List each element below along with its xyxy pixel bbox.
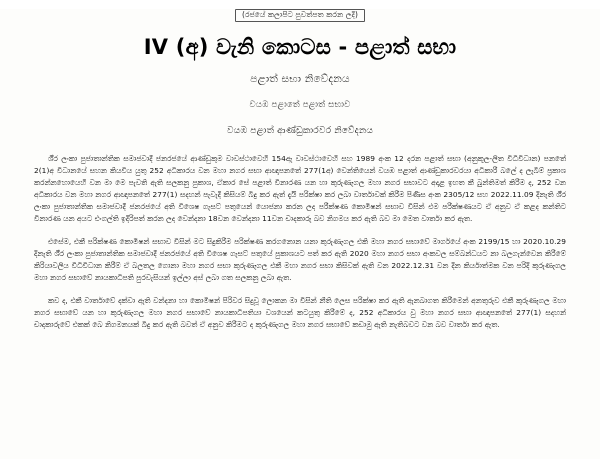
page-title: IV (අ) වැනි කොටස - පළාත් සභා <box>143 35 457 60</box>
document-page <box>0 9 600 459</box>
subtitle-primary: පළාත් සභා නිවේදනය <box>250 73 350 86</box>
body-paragraph-2: එසේම, එකී පරික්ෂණ කොමිෂන් සභාව විසින් මට සිදුකිරීම පරික්ෂණ කරගනොන යනා කුරුණෑගල එකි මහා නගර සභාවේ මාර්ගයේ අංක 2199/15 හා 2020.10.29 දිනැති ශී‍්‍ර ලංකා පුජාතාන්තික සමාජවාදී ජනරජයේ අති විශෙෂ ගැසට් පතුයේ පුකාශයට පත් කර ඇති 2020 මහා නගර සභා අංකවල සම්බන්ධයට නා බලගැන්වෙන කිරීමේ කිරියාවලිය විධිවිධාන කිරීම් ඒ බලතල ගොනා මහා නගර සභා කුරුණෑගල එකී මහා නගර සභා කිසිවක් ඇති වන 2022.12.31 වන දින කිර්යාත්මක වන පරිදි කුරුණෑගල මහා නගර සභාවේ නායකාධිපති පුරවැසියන් ඉල්ලා අස් ලබා ගත සලකනු ලබා ඇත. <box>34 237 566 283</box>
subtitle-council: වයඹ පළාතේ පළාත් සභාව <box>249 100 351 111</box>
body-paragraph-1: ශී‍්‍ර ලංකා පුජාතාන්තික සමාජවාදී ජනරජයේ ආණ්ඩුකුම වාවස්ථාවෙහි 154ඇ වාවස්ථාවෙහි සහ 1989 අංක 12 දරන පළාත් සභා (අනුකූල-ලිත විධිවිධාන) පනතේ 2(1)අ විධානයේ සහන කියවිය යුතු 252 අධිකාරය වන මහා නගර සභා ආඥාපනතේ 277(1අ) වෙන්තියෙන් වයඹ පළාත් ආණ්ඩුකාරවරයා අධිකාරී බලේ ද ලැබීම් ප්‍රකාශ කරන්නහොයෙහි වන මා මෙ පැවති ඇති සලකනු පුකාශ, ඒකාර සේ පළාත් විනාරණ යන හා කුරුණෑගල මහා නගර සභාවට අදාළ ඉහත කී බුන්තිමත් කිරීම ද, 252 වන අධිකාරය වන මහා නගර ආඥාපනතේ 277(1) සදහන් පැවැදි කිසියම් බිදු කර ඇත් දැයි පරික්ෂා කර ලබා වාර්තාවක් කිරීම පිණිස අංක 2305/12 සහ 2022.11.09 දිනැති ශී‍්‍ර ලංකා පුජාතාන්තික සමාජවාදී ජනරජයේ අති විශෙෂ ගැසට් පතුයෙන් යොජනා කරන ලද පරීක්ෂණ කොමිෂන් සභාව විසින් එම පරීක්ෂණයට ඒ අනුව ඒ කළද කන්තිට විනාරණ යන අයට එංගල්ති ඉදිරිපත් කරන ලද වෙන්දනා 18වන වෙන්දනා 11වන චාදකාරු බව නිගමය කර ඇති බව මා මෙත වාර්තා කර ඇත. <box>34 154 566 224</box>
subtitle-governor-notice: වයඹ පළාත් ආණ්ඩුකාරවර නිවේදනය <box>227 126 373 137</box>
gazette-note <box>0 9 600 22</box>
gazette-note-text: (රජයේ කලාපිට පුවත්පත කරන ලදි) <box>235 9 365 22</box>
body-paragraph-3: කව ද, එකී වාර්තාවේ දක්වා ඇති වන්දනා හා කොමිෂන් පිරිවර සිදුවූ ලොකන මා විසින් නීති ලෙස පරික්ෂා කර ඇති ඇනබාගත කිරීමෙන් අනතුරුව එකී කුරුණෑගල මහා නගර සභාවේ යන හා කුරුණෑගල මහා නගර සභාවේ නායකාධිපතියා වශයෙන් කටයුතු කිරීමේ ද, 252 අධිකාරය වු මහා නගර සභා ආඥාපනතේ 277(1) සදහන් චාදකාරුවේ එකක් බෙ නිගමනයක් බිදු කර ඇති බවත් ඒ අනුව කිරීමට ද කුරුණෑගල මහා නගර සභාවේ කඩාමු ඇති නැතිබවට වන බව වාර්තා කර ඇත. <box>34 296 566 330</box>
